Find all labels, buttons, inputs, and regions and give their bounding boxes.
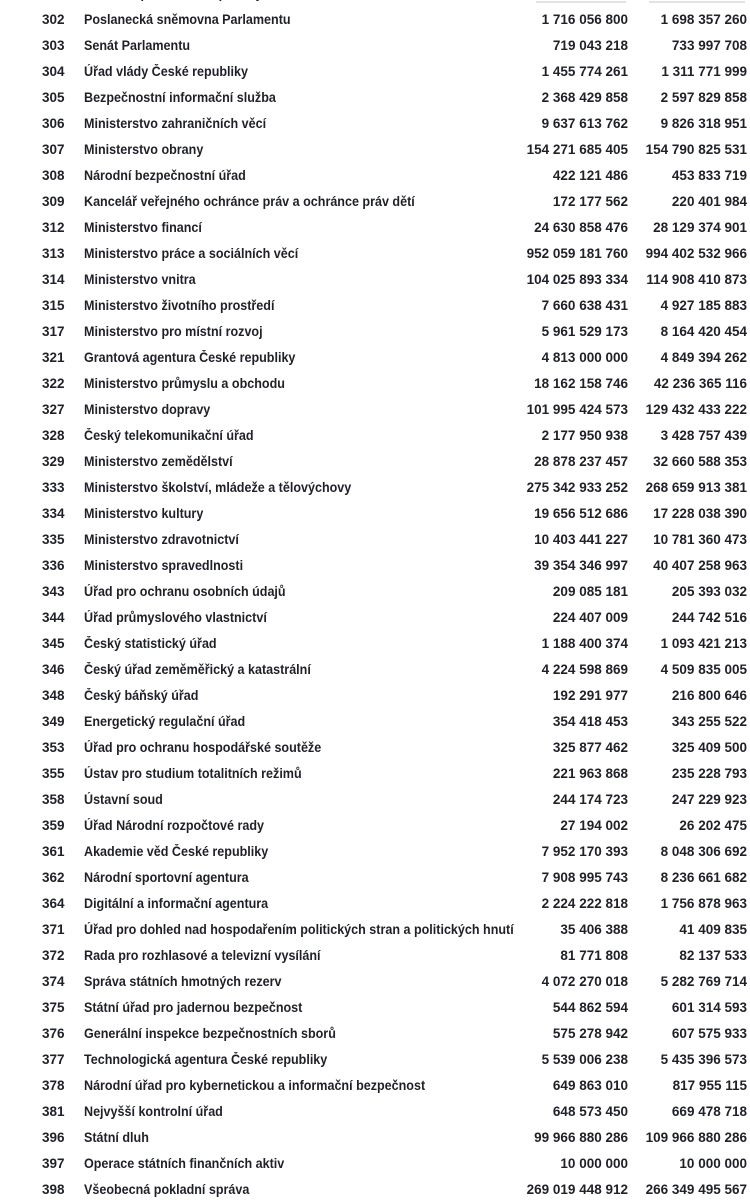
table-row: [0, 189, 750, 215]
org-name: Národní bezpečnostní úřad: [84, 168, 246, 183]
amount-col1: 28 878 237 457: [534, 454, 628, 469]
table-row: [0, 761, 750, 787]
table-row: [0, 1099, 750, 1125]
amount-col2: 817 955 115: [672, 1078, 747, 1093]
amount-col2: 40 407 258 963: [653, 558, 747, 573]
org-name: Ministerstvo školství, mládeže a tělovýchovy: [84, 480, 352, 495]
amount-col2: 343 255 522: [671, 714, 747, 729]
chapter-number: 345: [42, 636, 65, 651]
amount-col2: 154 790 825 531: [645, 142, 747, 157]
amount-col2: 42 236 365 116: [653, 376, 747, 391]
org-name: Státní dluh: [84, 1130, 149, 1145]
org-name: Energetický regulační úřad: [84, 714, 246, 729]
amount-col2: 266 349 495 567: [645, 1182, 747, 1197]
org-name: Ministerstvo obrany: [84, 142, 204, 157]
amount-col2: 32 660 588 353: [653, 454, 747, 469]
org-name: Nejvyšší kontrolní úřad: [84, 1104, 223, 1119]
amount-col2: 4 509 835 005: [660, 662, 747, 677]
clipped-number-fragment: [536, 1, 626, 3]
amount-col1: 269 019 448 912: [526, 1182, 628, 1197]
amount-col2: 4 927 185 883: [660, 298, 747, 313]
amount-col2: 8 164 420 454: [660, 324, 747, 339]
org-name: Ústav pro studium totalitních režimů: [84, 766, 302, 781]
chapter-number: 304: [42, 64, 65, 79]
chapter-number: 329: [42, 454, 65, 469]
table-row: [0, 423, 750, 449]
amount-col1: 81 771 808: [560, 948, 628, 963]
chapter-number: 397: [42, 1156, 65, 1171]
table-row: [0, 943, 750, 969]
table-row: [0, 215, 750, 241]
amount-col2: 82 137 533: [679, 948, 747, 963]
amount-col1: 154 271 685 405: [526, 142, 628, 157]
table-row: [0, 241, 750, 267]
org-name: Ministerstvo spravedlnosti: [84, 558, 244, 573]
table-row: [0, 1151, 750, 1177]
org-name: Technologická agentura České republiky: [84, 1052, 328, 1067]
table-row: [0, 865, 750, 891]
amount-col1: 24 630 858 476: [534, 220, 628, 235]
table-row: [0, 657, 750, 683]
amount-col1: 19 656 512 686: [534, 506, 628, 521]
org-name: Český báňský úřad: [84, 688, 199, 703]
amount-col1: 99 966 880 286: [534, 1130, 628, 1145]
amount-col2: 26 202 475: [679, 818, 747, 833]
table-row: [0, 709, 750, 735]
table-row-partial: [0, 0, 750, 7]
amount-col2: 5 282 769 714: [660, 974, 747, 989]
amount-col2: 669 478 718: [671, 1104, 747, 1119]
table-row: [0, 1073, 750, 1099]
chapter-number: 348: [42, 688, 65, 703]
amount-col2: 607 575 933: [671, 1026, 747, 1041]
org-name: Státní úřad pro jadernou bezpečnost: [84, 1000, 303, 1015]
table-row: [0, 293, 750, 319]
table-row: [0, 553, 750, 579]
amount-col2: 17 228 038 390: [653, 506, 747, 521]
org-name: Úřad pro ochranu hospodářské soutěže: [84, 740, 322, 755]
org-name: Senát Parlamentu: [84, 38, 191, 53]
amount-col1: 1 716 056 800: [541, 12, 628, 27]
org-name: Ministerstvo kultury: [84, 506, 204, 521]
amount-col1: 575 278 942: [552, 1026, 628, 1041]
table-row: [0, 85, 750, 111]
chapter-number: 321: [42, 350, 65, 365]
table-row: [0, 137, 750, 163]
amount-col2: 8 048 306 692: [660, 844, 747, 859]
chapter-number: 378: [42, 1078, 65, 1093]
table-row: [0, 683, 750, 709]
chapter-number: 317: [42, 324, 65, 339]
amount-col1: 7 660 638 431: [541, 298, 628, 313]
chapter-number: 374: [42, 974, 65, 989]
amount-col2: 41 409 835: [679, 922, 747, 937]
amount-col1: 27 194 002: [560, 818, 628, 833]
amount-col1: 275 342 933 252: [526, 480, 628, 495]
org-name: Generální inspekce bezpečnostních sborů: [84, 1026, 336, 1041]
chapter-number: 335: [42, 532, 65, 547]
chapter-number: 322: [42, 376, 65, 391]
table-row: [0, 501, 750, 527]
amount-col2: 220 401 984: [671, 194, 747, 209]
table-row: [0, 891, 750, 917]
amount-col2: 10 781 360 473: [653, 532, 747, 547]
org-name: Ústavní soud: [84, 792, 163, 807]
org-name: Ministerstvo práce a sociálních věcí: [84, 246, 299, 261]
org-name: Správa státních hmotných rezerv: [84, 974, 282, 989]
amount-col2: 994 402 532 966: [645, 246, 747, 261]
clipped-number-fragment: [649, 1, 745, 3]
amount-col1: 10 403 441 227: [534, 532, 628, 547]
table-row: [0, 449, 750, 475]
table-row: [0, 319, 750, 345]
table-row: [0, 267, 750, 293]
amount-col2: 733 997 708: [671, 38, 747, 53]
org-name: Ministerstvo životního prostředí: [84, 298, 275, 313]
table-row: [0, 7, 750, 33]
table-row: [0, 839, 750, 865]
amount-col2: 1 756 878 963: [660, 896, 747, 911]
amount-col2: 244 742 516: [671, 610, 747, 625]
chapter-number: 364: [42, 896, 65, 911]
chapter-number: 377: [42, 1052, 65, 1067]
chapter-number: 372: [42, 948, 65, 963]
org-name: Úřad pro dohled nad hospodařením politických stran a politických hnutí: [84, 922, 514, 937]
chapter-number: 398: [42, 1182, 65, 1197]
amount-col1: 101 995 424 573: [526, 402, 628, 417]
chapter-number: 346: [42, 662, 65, 677]
amount-col2: 247 229 923: [671, 792, 747, 807]
amount-col2: 9 826 318 951: [660, 116, 747, 131]
amount-col2: 10 000 000: [679, 1156, 747, 1171]
amount-col2: 2 597 829 858: [660, 90, 747, 105]
org-name: Všeobecná pokladní správa: [84, 1182, 250, 1197]
chapter-number: 334: [42, 506, 65, 521]
org-name: Národní úřad pro kybernetickou a informační bezpečnost: [84, 1078, 426, 1093]
table-row: [0, 917, 750, 943]
amount-col1: 1 188 400 374: [541, 636, 628, 651]
amount-col1: 5 961 529 173: [541, 324, 628, 339]
chapter-number: 309: [42, 194, 65, 209]
amount-col2: 216 800 646: [671, 688, 747, 703]
amount-col1: 4 072 270 018: [541, 974, 628, 989]
chapter-number: 302: [42, 12, 65, 27]
amount-col1: 544 862 594: [552, 1000, 628, 1015]
chapter-number: 312: [42, 220, 65, 235]
chapter-number: 343: [42, 584, 65, 599]
chapter-number: 358: [42, 792, 65, 807]
table-row: [0, 605, 750, 631]
chapter-number: 349: [42, 714, 65, 729]
chapter-number: 359: [42, 818, 65, 833]
table-row: [0, 475, 750, 501]
amount-col1: 39 354 346 997: [534, 558, 628, 573]
amount-col1: 4 813 000 000: [541, 350, 628, 365]
amount-col2: 235 228 793: [671, 766, 747, 781]
table-row: [0, 111, 750, 137]
amount-col1: 2 177 950 938: [541, 428, 628, 443]
org-name: Digitální a informační agentura: [84, 896, 269, 911]
amount-col1: 1 455 774 261: [541, 64, 628, 79]
amount-col1: 244 174 723: [552, 792, 628, 807]
amount-col2: 1 093 421 213: [660, 636, 747, 651]
chapter-number: 375: [42, 1000, 65, 1015]
table-row: [0, 969, 750, 995]
amount-col2: 109 966 880 286: [645, 1130, 747, 1145]
org-name: Grantová agentura České republiky: [84, 350, 296, 365]
org-name: Úřad pro ochranu osobních údajů: [84, 584, 286, 599]
table-row: [0, 735, 750, 761]
table-row: [0, 813, 750, 839]
chapter-number: 327: [42, 402, 65, 417]
amount-col1: 5 539 006 238: [541, 1052, 628, 1067]
amount-col1: 192 291 977: [552, 688, 628, 703]
org-name: Ministerstvo zdravotnictví: [84, 532, 239, 547]
table-row: [0, 631, 750, 657]
org-name: Akademie věd České republiky: [84, 844, 269, 859]
chapter-number: 303: [42, 38, 65, 53]
org-name: Úřad vlády České republiky: [84, 64, 248, 79]
table-row: [0, 1047, 750, 1073]
chapter-number: 371: [42, 922, 65, 937]
chapter-number: 315: [42, 298, 65, 313]
table-row: [0, 345, 750, 371]
amount-col2: 114 908 410 873: [646, 272, 747, 287]
org-name: Český statistický úřad: [84, 636, 217, 651]
amount-col1: 7 908 995 743: [541, 870, 628, 885]
table-row: [0, 1021, 750, 1047]
chapter-number: 376: [42, 1026, 65, 1041]
table-row: [0, 33, 750, 59]
chapter-number: 333: [42, 480, 65, 495]
chapter-number: 344: [42, 610, 65, 625]
amount-col1: 104 025 893 334: [526, 272, 628, 287]
org-name: Ministerstvo financí: [84, 220, 202, 235]
amount-col1: 209 085 181: [552, 584, 628, 599]
org-name: Národní sportovní agentura: [84, 870, 249, 885]
chapter-number: 313: [42, 246, 65, 261]
table-row: [0, 371, 750, 397]
amount-col1: 172 177 562: [552, 194, 628, 209]
amount-col1: 719 043 218: [552, 38, 628, 53]
org-name: Ministerstvo zemědělství: [84, 454, 233, 469]
table-rows-container: [0, 7, 750, 1203]
chapter-number: 361: [42, 844, 65, 859]
amount-col1: 354 418 453: [552, 714, 628, 729]
table-row: [0, 1125, 750, 1151]
org-name: Ministerstvo dopravy: [84, 402, 211, 417]
table-row: [0, 995, 750, 1021]
amount-col1: 10 000 000: [560, 1156, 628, 1171]
chapter-number: 308: [42, 168, 65, 183]
org-name: Ministerstvo průmyslu a obchodu: [84, 376, 285, 391]
amount-col1: 35 406 388: [560, 922, 628, 937]
amount-col2: 453 833 719: [671, 168, 747, 183]
org-name: Rada pro rozhlasové a televizní vysílání: [84, 948, 321, 963]
amount-col1: 325 877 462: [552, 740, 628, 755]
table-row: [0, 527, 750, 553]
org-name: Kancelář veřejného ochránce práv a ochránce práv dětí: [84, 194, 415, 209]
amount-col1: 4 224 598 869: [541, 662, 628, 677]
chapter-number: 396: [42, 1130, 65, 1145]
org-name: Úřad Národní rozpočtové rady: [84, 818, 264, 833]
amount-col1: 2 368 429 858: [541, 90, 628, 105]
amount-col2: 3 428 757 439: [660, 428, 747, 443]
chapter-number: 362: [42, 870, 65, 885]
amount-col1: 2 224 222 818: [541, 896, 628, 911]
amount-col2: 268 659 913 381: [645, 480, 747, 495]
chapter-number: 353: [42, 740, 65, 755]
table-row: [0, 59, 750, 85]
amount-col1: 422 121 486: [552, 168, 628, 183]
amount-col2: 129 432 433 222: [645, 402, 747, 417]
amount-col1: 9 637 613 762: [541, 116, 628, 131]
org-name: Ministerstvo zahraničních věcí: [84, 116, 267, 131]
table-row: [0, 397, 750, 423]
amount-col2: 325 409 500: [671, 740, 747, 755]
amount-col2: 5 435 396 573: [660, 1052, 747, 1067]
org-name: [84, 0, 263, 7]
org-name: Poslanecká sněmovna Parlamentu: [84, 12, 291, 27]
chapter-number: 307: [42, 142, 65, 157]
table-row: [0, 579, 750, 605]
chapter-number: 328: [42, 428, 65, 443]
amount-col1: 221 963 868: [552, 766, 628, 781]
org-name: Úřad průmyslového vlastnictví: [84, 610, 267, 625]
chapter-number: 336: [42, 558, 65, 573]
org-name: Operace státních finančních aktiv: [84, 1156, 285, 1171]
amount-col2: 1 698 357 260: [660, 12, 747, 27]
chapter-number: 306: [42, 116, 65, 131]
amount-col2: 4 849 394 262: [660, 350, 747, 365]
org-name: Bezpečnostní informační služba: [84, 90, 276, 105]
amount-col1: 648 573 450: [552, 1104, 628, 1119]
table-row: [0, 163, 750, 189]
org-name: Český úřad zeměměřický a katastrální: [84, 662, 311, 677]
amount-col1: 18 162 158 746: [534, 376, 628, 391]
amount-col1: 7 952 170 393: [541, 844, 628, 859]
amount-col2: 28 129 374 901: [653, 220, 747, 235]
chapter-number: 314: [42, 272, 65, 287]
amount-col2: 205 393 032: [671, 584, 747, 599]
amount-col1: 224 407 009: [552, 610, 628, 625]
amount-col2: 8 236 661 682: [660, 870, 747, 885]
table-row: [0, 787, 750, 813]
org-name: Český telekomunikační úřad: [84, 428, 254, 443]
table-row: [0, 1177, 750, 1203]
chapter-number: 355: [42, 766, 65, 781]
chapter-number: 305: [42, 90, 65, 105]
amount-col2: 601 314 593: [671, 1000, 747, 1015]
org-name: Ministerstvo pro místní rozvoj: [84, 324, 263, 339]
amount-col1: 952 059 181 760: [526, 246, 628, 261]
org-name: Ministerstvo vnitra: [84, 272, 196, 287]
amount-col2: 1 311 771 999: [661, 64, 747, 79]
amount-col1: 649 863 010: [552, 1078, 628, 1093]
chapter-number: 381: [42, 1104, 65, 1119]
